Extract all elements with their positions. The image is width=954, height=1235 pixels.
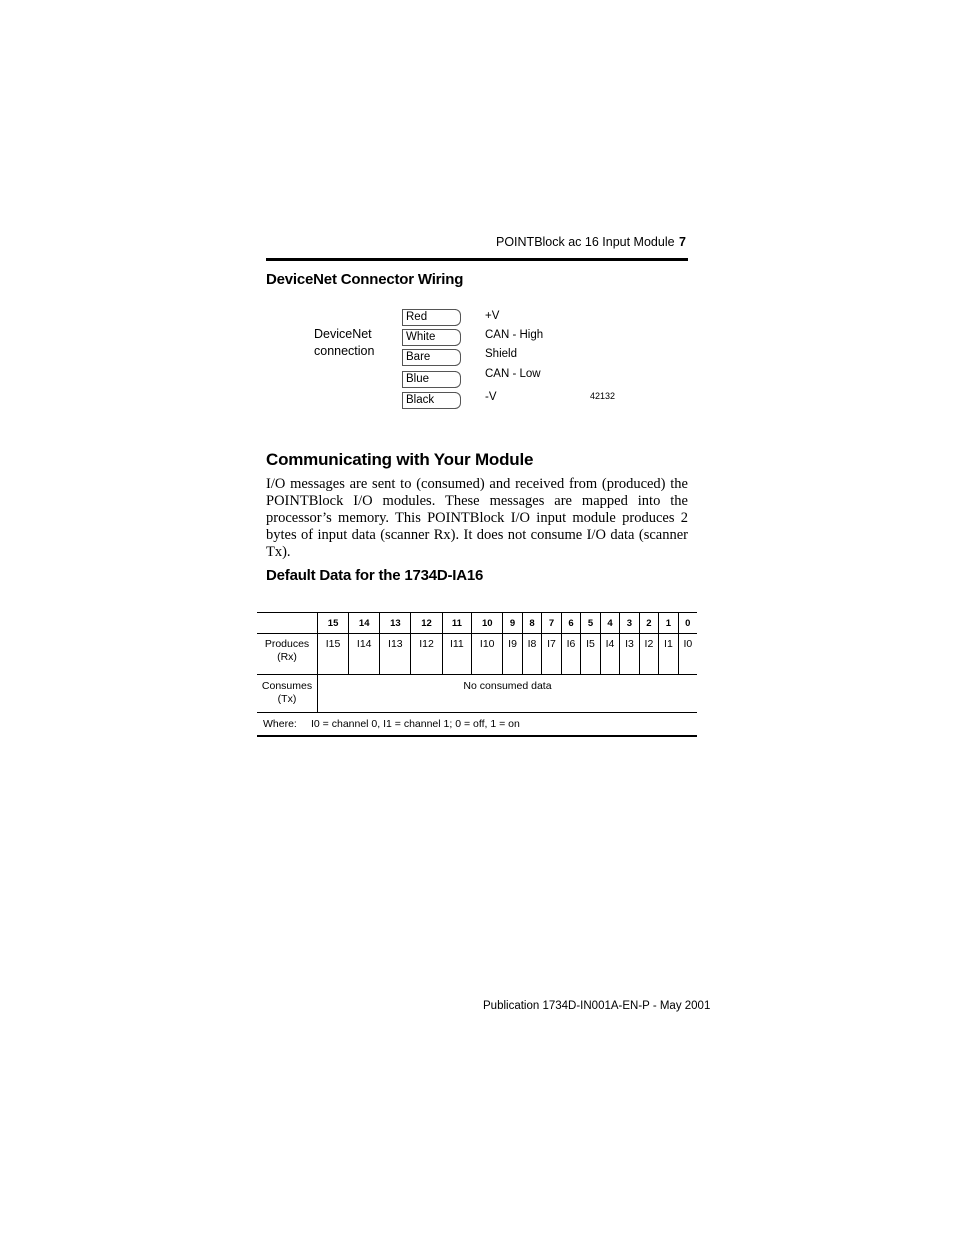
produces-label: Produces (Rx) [257,634,318,675]
wire-blue-cap [455,371,461,388]
wire-red-cap [455,309,461,326]
page-number: 7 [679,235,686,249]
default-data-table [257,612,697,737]
default-data-heading: Default Data for the 1734D-IA16 [266,567,484,584]
consumes-label: Consumes (Tx) [257,675,318,713]
running-header-title: POINTBlock ac 16 Input Module [496,235,675,249]
header-rule [266,258,688,261]
signal-can-high: CAN - High [485,329,544,341]
wire-white: White [402,329,456,346]
wire-black-cap [455,392,461,409]
devicenet-connection-label: DeviceNet connection [314,327,375,358]
figure-number: 42132 [590,391,616,401]
wire-blue: Blue [402,371,456,388]
communicating-paragraph: I/O messages are sent to (consumed) and received from (produced) the POINTBlock I/O modules. These messages are mapped into the processor’s memory. This POINTBlock I/O input module produces 2 bytes of input data (scanner Rx). It does not consume I/O data (scanner Tx). [266,476,688,560]
where-note: Where: I0 = channel 0, I1 = channel 1; 0 = off, 1 = on [257,713,697,737]
consumes-value: No consumed data [318,675,698,713]
table-row: 15 14 13 12 11 10 9 8 7 6 5 4 3 2 1 0 [257,613,697,634]
footer-publication: Publication 1734D-IN001A-EN-P - May 2001 [483,1000,711,1012]
table-row [257,713,697,737]
table-row: Produces (Rx) I15 I14 I13 I12 I11 I10 I9 I8 I7 I6 I5 I4 I3 I2 I1 I0 [257,634,697,675]
wire-bare-cap [455,349,461,366]
wiring-heading: DeviceNet Connector Wiring [266,271,464,288]
wire-white-cap [455,329,461,346]
signal-shield: Shield [485,348,517,360]
wire-red: Red [402,309,456,326]
table-row [257,675,697,713]
signal-can-low: CAN - Low [485,368,541,380]
wire-black: Black [402,392,456,409]
signal-plus-v: +V [485,310,500,322]
signal-minus-v: -V [485,391,497,403]
wire-bare: Bare [402,349,456,366]
communicating-heading: Communicating with Your Module [266,450,534,469]
